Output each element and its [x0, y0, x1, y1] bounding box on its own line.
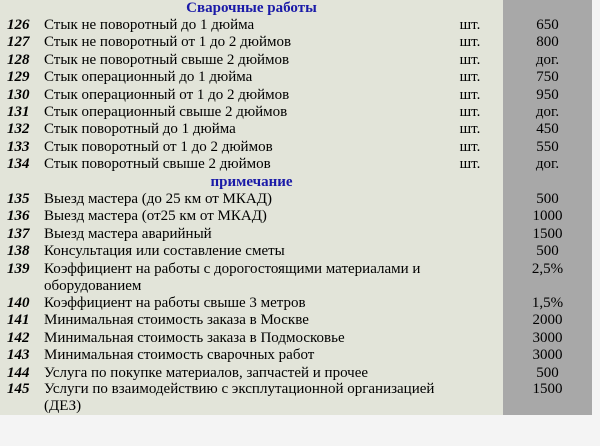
- row-price: 3000: [532, 329, 563, 346]
- row-unit: шт.: [459, 69, 481, 86]
- row-description: Коэффициент на работы свыше 3 метров: [44, 295, 306, 311]
- row-number: 126: [7, 17, 30, 33]
- row-price: 500: [536, 243, 559, 260]
- row-price: дог.: [535, 51, 560, 68]
- row-price: 1000: [532, 208, 563, 225]
- row-description: Выезд мастера (от25 км от МКАД): [44, 208, 267, 225]
- row-number: 142: [7, 329, 30, 346]
- row-number: 132: [7, 121, 30, 138]
- row-description: Стык операционный от 1 до 2 дюймов: [44, 86, 290, 103]
- row-number: 131: [7, 104, 30, 120]
- row-price: 800: [536, 34, 559, 51]
- row-price: 1500: [532, 225, 563, 242]
- row-number: 136: [7, 208, 30, 225]
- row-price: 500: [536, 191, 559, 207]
- row-number: 129: [7, 69, 30, 86]
- row-description: Стык не поворотный до 1 дюйма: [44, 17, 255, 33]
- row-description: Минимальная стоимость заказа в Москве: [44, 312, 309, 329]
- row-unit: шт.: [459, 51, 481, 68]
- row-description: Стык не поворотный свыше 2 дюймов: [44, 51, 290, 68]
- row-price: 3000: [532, 347, 563, 364]
- row-description: Услуги по взаимодействию с эксплутационной организацией (ДЕЗ): [44, 381, 435, 415]
- section-heading-notes: примечание: [210, 174, 293, 190]
- row-number: 128: [7, 51, 30, 68]
- row-description: Стык поворотный свыше 2 дюймов: [44, 156, 271, 173]
- row-unit: шт.: [459, 138, 481, 155]
- row-description: Стык поворотный от 1 до 2 дюймов: [44, 138, 273, 155]
- row-description: Коэффициент на работы с дорогостоящими материалами и оборудованием: [44, 260, 421, 294]
- row-price: 450: [536, 121, 559, 138]
- row-description: Минимальная стоимость заказа в Подмосковье: [44, 329, 345, 346]
- row-price: 950: [536, 86, 559, 103]
- row-number: 127: [7, 34, 30, 51]
- row-description: Выезд мастера аварийный: [44, 225, 212, 242]
- row-number: 130: [7, 86, 30, 103]
- row-number: 133: [7, 138, 30, 155]
- row-price: 650: [536, 17, 559, 33]
- row-number: 141: [7, 312, 30, 329]
- row-unit: шт.: [459, 86, 481, 103]
- row-number: 139: [7, 260, 30, 277]
- row-price: 1,5%: [531, 295, 564, 311]
- row-price: дог.: [535, 104, 560, 120]
- row-price: 2,5%: [531, 260, 564, 277]
- row-description: Стык поворотный до 1 дюйма: [44, 121, 236, 138]
- row-description: Стык операционный свыше 2 дюймов: [44, 104, 288, 120]
- row-number: 145: [7, 381, 30, 397]
- row-description: Минимальная стоимость сварочных работ: [44, 347, 315, 364]
- row-number: 144: [7, 364, 30, 381]
- row-number: 140: [7, 295, 30, 311]
- row-unit: шт.: [459, 17, 481, 33]
- row-price: 550: [536, 138, 559, 155]
- row-unit: шт.: [459, 34, 481, 51]
- row-description: Стык не поворотный от 1 до 2 дюймов: [44, 34, 292, 51]
- row-description: Услуга по покупке материалов, запчастей и прочее: [44, 364, 369, 381]
- row-description: Консультация или составление сметы: [44, 243, 285, 260]
- row-price: 500: [536, 364, 559, 381]
- row-number: 137: [7, 225, 30, 242]
- row-number: 143: [7, 347, 30, 364]
- row-unit: шт.: [459, 121, 481, 138]
- row-description: Выезд мастера (до 25 км от МКАД): [44, 191, 272, 207]
- row-number: 138: [7, 243, 30, 260]
- row-price: 2000: [532, 312, 563, 329]
- row-price: 1500: [532, 381, 563, 397]
- section-heading-welding: Сварочные работы: [186, 0, 317, 16]
- row-number: 135: [7, 191, 30, 207]
- row-number: 134: [7, 156, 30, 173]
- row-description: Стык операционный до 1 дюйма: [44, 69, 253, 86]
- row-price: 750: [536, 69, 559, 86]
- row-unit: шт.: [459, 104, 481, 120]
- row-unit: шт.: [459, 156, 481, 173]
- row-price: дог.: [535, 156, 560, 173]
